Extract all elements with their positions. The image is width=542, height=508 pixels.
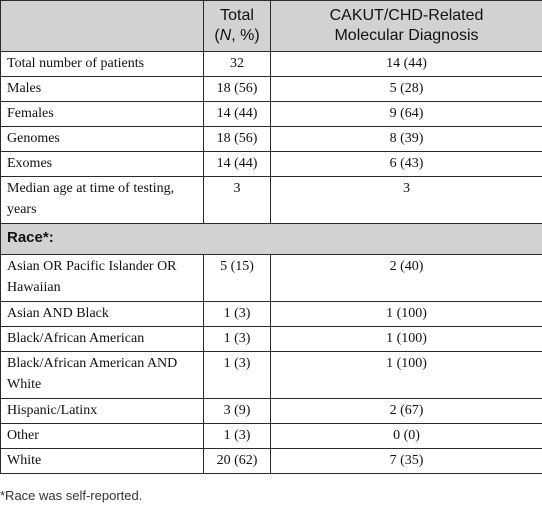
row-total: 1 (3): [204, 327, 271, 352]
table-row: [1, 177, 542, 224]
table-row: [1, 424, 542, 449]
section-row-race: [1, 224, 542, 255]
row-label: Males: [1, 77, 204, 102]
table-row: [1, 127, 542, 152]
row-total: 18 (56): [204, 127, 271, 152]
table-header: [1, 1, 542, 52]
table-row: [1, 102, 542, 127]
table-row: [1, 152, 542, 177]
table-body: [1, 52, 542, 474]
row-label: Asian AND Black: [1, 302, 204, 327]
header-diagnosis-line2: Molecular Diagnosis: [334, 27, 479, 44]
row-diagnosis: 2 (67): [271, 399, 542, 424]
row-total: 3: [204, 177, 271, 224]
header-total: [204, 1, 271, 52]
row-label: Asian OR Pacific Islander OR Hawaiian: [1, 255, 204, 302]
table-row: [1, 52, 542, 77]
header-total-open: (: [214, 27, 220, 44]
row-label: Other: [1, 424, 204, 449]
row-total: 5 (15): [204, 255, 271, 302]
row-diagnosis: 0 (0): [271, 424, 542, 449]
header-row: [1, 1, 542, 52]
row-label: Black/African American AND White: [1, 352, 204, 399]
row-diagnosis: 1 (100): [271, 327, 542, 352]
row-total: 1 (3): [204, 352, 271, 399]
row-diagnosis: 7 (35): [271, 449, 542, 474]
table-row: [1, 255, 542, 302]
row-label: Total number of patients: [1, 52, 204, 77]
row-total: 18 (56): [204, 77, 271, 102]
row-diagnosis: 14 (44): [271, 52, 542, 77]
row-total: 1 (3): [204, 302, 271, 327]
row-total: 14 (44): [204, 102, 271, 127]
row-diagnosis: 8 (39): [271, 127, 542, 152]
row-total: 1 (3): [204, 424, 271, 449]
row-diagnosis: 1 (100): [271, 302, 542, 327]
table-row: [1, 449, 542, 474]
row-diagnosis: 5 (28): [271, 77, 542, 102]
row-label: Genomes: [1, 127, 204, 152]
header-total-n: N: [219, 27, 232, 44]
section-label: Race*:: [1, 224, 542, 255]
row-diagnosis: 2 (40): [271, 255, 542, 302]
header-diagnosis: [271, 1, 542, 52]
row-label: Exomes: [1, 152, 204, 177]
table-footnote: *Race was self-reported.: [0, 488, 143, 503]
header-total-rest: , %): [231, 27, 260, 44]
row-diagnosis: 9 (64): [271, 102, 542, 127]
row-total: 32: [204, 52, 271, 77]
row-total: 14 (44): [204, 152, 271, 177]
header-diagnosis-line1: CAKUT/CHD-Related: [329, 7, 484, 24]
row-diagnosis: 3: [271, 177, 542, 224]
row-label: Females: [1, 102, 204, 127]
row-total: 3 (9): [204, 399, 271, 424]
row-diagnosis: 1 (100): [271, 352, 542, 399]
row-total: 20 (62): [204, 449, 271, 474]
header-blank-cell: [1, 1, 204, 52]
row-label: Median age at time of testing, years: [1, 177, 204, 224]
row-label: Black/African American: [1, 327, 204, 352]
table-row: [1, 77, 542, 102]
row-label: White: [1, 449, 204, 474]
table-row: [1, 352, 542, 399]
header-total-line1: Total: [220, 7, 254, 24]
table-row: [1, 302, 542, 327]
table-row: [1, 399, 542, 424]
table-row: [1, 327, 542, 352]
row-label: Hispanic/Latinx: [1, 399, 204, 424]
row-diagnosis: 6 (43): [271, 152, 542, 177]
